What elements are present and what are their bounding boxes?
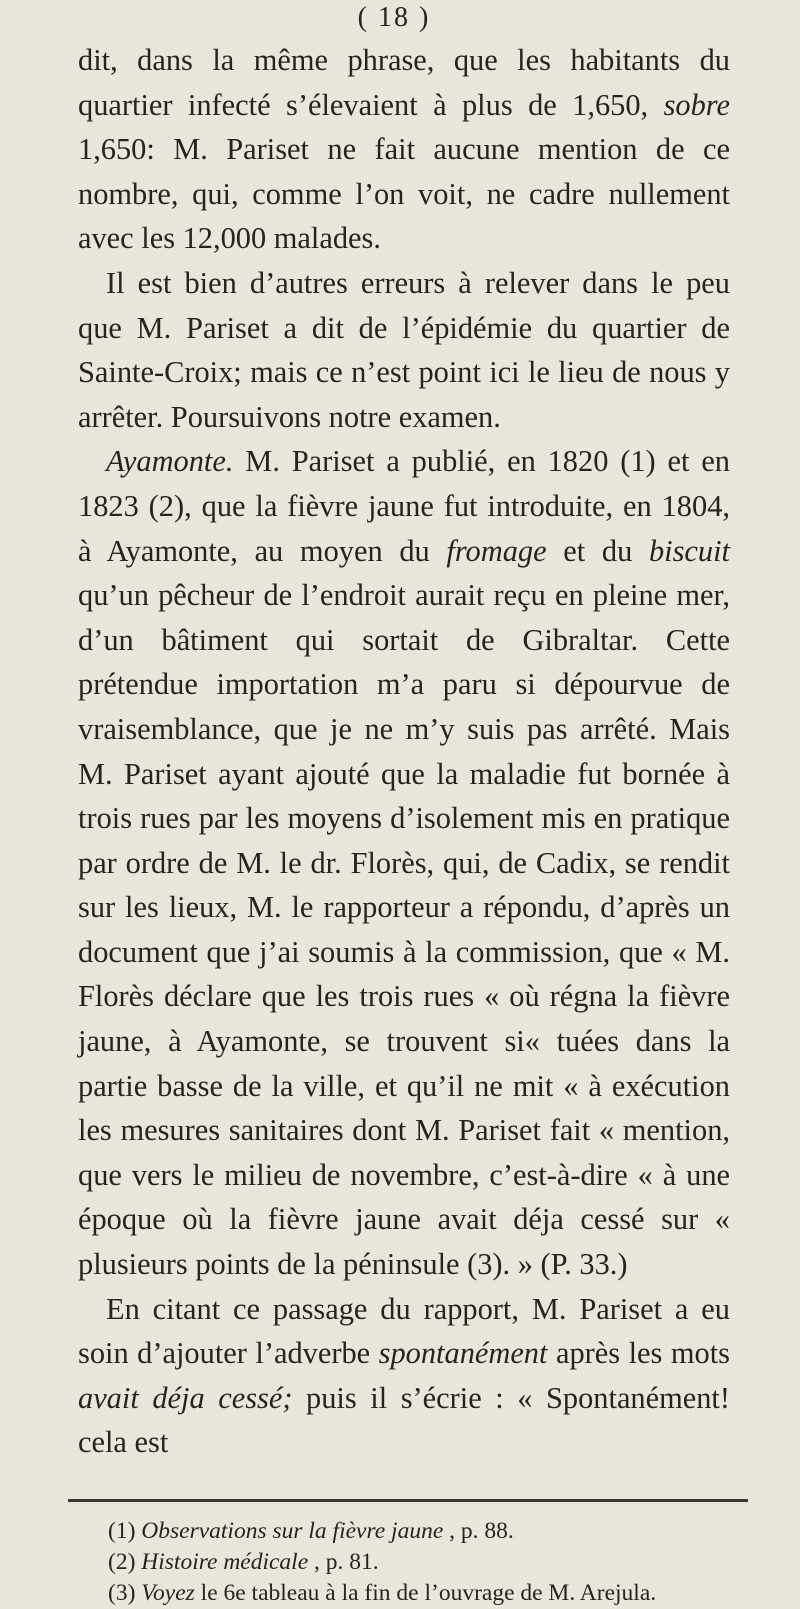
italic-text: biscuit bbox=[648, 533, 730, 568]
italic-text: spontanément bbox=[378, 1336, 548, 1371]
italic-text: avait déja cessé; bbox=[78, 1380, 293, 1415]
text-run: En citant ce passage du rapport, M. Pariset a eu soin d’ajouter l’adverbe bbox=[78, 1291, 730, 1371]
italic-text: Voyez bbox=[141, 1580, 195, 1606]
text-run: , p. 81. bbox=[308, 1549, 379, 1575]
text-run: M. Pariset a publié, en 1820 (1) et en 1823 (2), que la fièvre jaune fut introduite, en 1804, à Ayamonte, au moyen du bbox=[78, 444, 730, 568]
text-run: dit, dans la même phrase, que les habitants du quartier infecté s’élevaient à plus de 1,650, bbox=[78, 43, 730, 122]
paragraph bbox=[78, 1287, 730, 1465]
italic-text: Histoire médicale bbox=[141, 1549, 309, 1575]
text-run: Il est bien d’autres erreurs à relever dans le peu que M. Pariset a dit de l’épidémie du quartier de Sainte-Croix; mais ce n’est point ici le lieu de nous y arrêter. Poursuivons notre examen. bbox=[78, 265, 730, 434]
footnotes bbox=[78, 1516, 730, 1609]
footnote-divider bbox=[68, 1499, 748, 1502]
italic-text: fromage bbox=[446, 533, 547, 568]
text-run: 1,650: M. Pariset ne fait aucune mention de ce nombre, qui, comme l’on voit, ne cadre nullement avec les 12,000 malades. bbox=[78, 132, 730, 256]
paragraph bbox=[78, 439, 730, 1286]
paragraph bbox=[78, 261, 730, 439]
body-text bbox=[78, 38, 730, 1465]
text-run: le 6e tableau à la fin de l’ouvrage de M. Arejula. bbox=[194, 1580, 657, 1606]
text-run: puis il s’écrie : « Spontanément! cela est bbox=[78, 1380, 730, 1460]
page-number: ( 18 ) bbox=[357, 2, 431, 33]
text-run: après les mots bbox=[547, 1336, 730, 1371]
text-run: (2) bbox=[108, 1549, 142, 1575]
footnote bbox=[108, 1547, 730, 1578]
paragraph bbox=[78, 38, 730, 261]
text-run: (3) bbox=[108, 1580, 142, 1606]
italic-text: Observations sur la fièvre jaune bbox=[141, 1518, 444, 1544]
footnote bbox=[108, 1516, 730, 1547]
footnote bbox=[108, 1578, 730, 1609]
italic-text: Ayamonte. bbox=[106, 444, 234, 479]
text-run: , p. 88. bbox=[443, 1518, 514, 1544]
text-run: (1) bbox=[108, 1518, 142, 1544]
text-run: qu’un pêcheur de l’endroit aurait reçu en pleine mer, d’un bâtiment qui sortait de Gibraltar. Cette prétendue importation m’a paru si dépourvue de vraisemblance, que je ne m’y suis pas arrêté. Mais M. Pariset ayant ajouté que la maladie fut bornée à trois rues par les moyens d’isolement mis en pratique par ordre de M. le dr. Florès, qui, de Cadix, se rendit sur les lieux, M. le rapporteur a répondu, d’après un document que j’ai soumis à la commission, que « M. Florès déclare que les trois rues « où régna la fièvre jaune, à Ayamonte, se trouvent si« tuées dans la partie basse de la ville, et qu’il ne mit « à exécution les mesures sanitaires dont M. Pariset fait « mention, que vers le milieu de novembre, c’est-à-dire « à une époque où la fièvre jaune avait déja cessé sur « plusieurs points de la péninsule (3). » (P. 33.) bbox=[78, 578, 730, 1282]
text-run: et du bbox=[546, 533, 649, 568]
italic-text: sobre bbox=[663, 87, 730, 122]
